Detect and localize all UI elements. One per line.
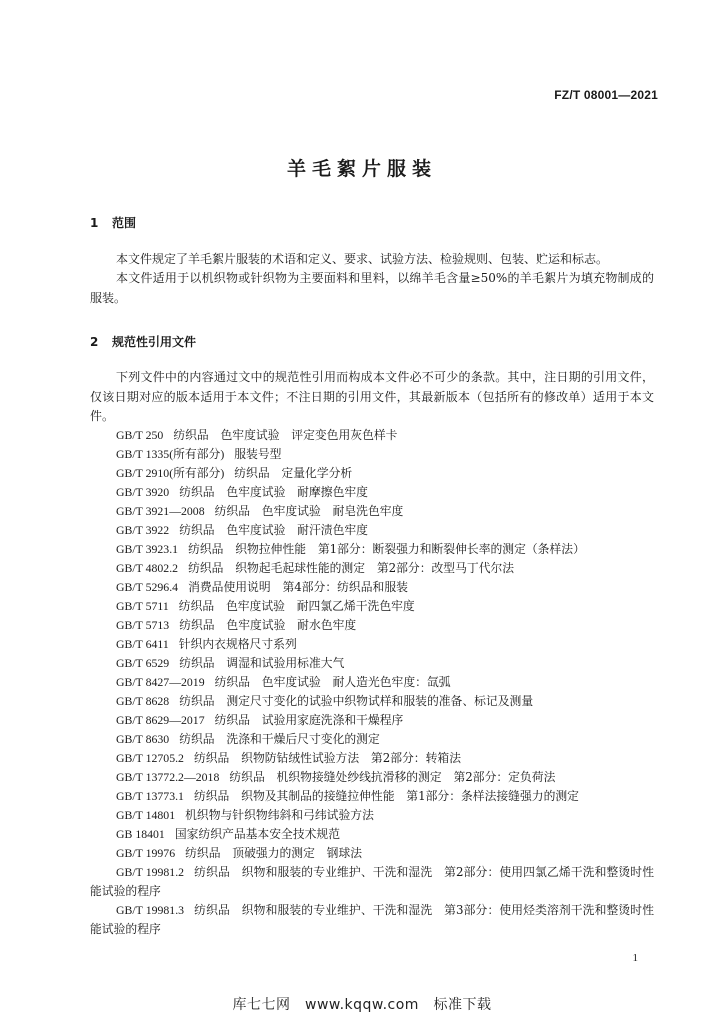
reference-title: 国家纺织产品基本安全技术规范 (174, 827, 341, 841)
reference-item (90, 483, 654, 502)
reference-title: 纺织品 机织物接缝处纱线抗滑移的测定 第2部分：定负荷法 (229, 770, 556, 784)
reference-title: 纺织品 织物和服装的专业维护、干洗和湿洗 第3部分：使用烃类溶剂干洗和整烫时性能试验的程序 (90, 903, 654, 936)
page-number: 1 (632, 952, 638, 964)
reference-item (90, 654, 654, 673)
reference-title: 针织内衣规格尺寸系列 (178, 637, 297, 651)
standard-code: FZ/T 08001—2021 (554, 88, 658, 102)
reference-title: 消费品使用说明 第4部分：纺织品和服装 (188, 580, 408, 594)
reference-title: 纺织品 色牢度试验 耐人造光色牢度：氙弧 (214, 675, 451, 689)
reference-code: GB/T 8628 (116, 694, 170, 708)
document-title: 羊毛絮片服装 (286, 158, 437, 180)
reference-code: GB/T 6529 (116, 656, 170, 670)
section-2-number: 2 (90, 335, 99, 349)
reference-title: 纺织品 织物和服装的专业维护、干洗和湿洗 第2部分：使用四氯乙烯干洗和整烫时性能试验的程序 (90, 865, 654, 898)
reference-code: GB/T 19981.3 (116, 903, 185, 917)
section-2-heading (90, 333, 196, 350)
section-1-number: 1 (90, 216, 99, 230)
normative-references-list (90, 426, 654, 939)
reference-code: GB/T 19976 (116, 846, 176, 860)
reference-code: GB/T 12705.2 (116, 751, 184, 765)
reference-item (90, 711, 654, 730)
section-1-title: 范围 (112, 216, 137, 230)
reference-code: GB/T 1335(所有部分) (116, 447, 225, 461)
reference-title: 纺织品 织物拉伸性能 第1部分：断裂强力和断裂伸长率的测定（条样法） (188, 542, 585, 556)
reference-item (90, 464, 654, 483)
reference-code: GB/T 14801 (116, 808, 176, 822)
section-2-intro: 下列文件中的内容通过文中的规范性引用而构成本文件必不可少的条款。其中，注日期的引用文件，仅该日期对应的版本适用于本文件；不注日期的引用文件，其最新版本（包括所有的修改单）适用于本文件。 (90, 370, 654, 423)
reference-title: 纺织品 定量化学分析 (234, 466, 353, 480)
reference-item (90, 844, 654, 863)
reference-title: 纺织品 色牢度试验 评定变色用灰色样卡 (173, 428, 398, 442)
reference-item (90, 787, 654, 806)
reference-code: GB/T 8629—2017 (116, 713, 205, 727)
reference-title: 纺织品 织物防钻绒性试验方法 第2部分：转箱法 (193, 751, 461, 765)
reference-title: 纺织品 洗涤和干燥后尺寸变化的测定 (179, 732, 380, 746)
reference-code: GB/T 6411 (116, 637, 169, 651)
reference-title: 服装号型 (234, 447, 282, 461)
reference-title: 纺织品 试验用家庭洗涤和干燥程序 (214, 713, 404, 727)
reference-item (90, 540, 654, 559)
reference-title: 纺织品 顶破强力的测定 钢球法 (185, 846, 363, 860)
reference-code: GB/T 13773.1 (116, 789, 184, 803)
reference-title: 纺织品 织物及其制品的接缝拉伸性能 第1部分：条样法接缝强力的测定 (193, 789, 579, 803)
reference-code: GB/T 8427—2019 (116, 675, 205, 689)
reference-title: 纺织品 色牢度试验 耐水色牢度 (179, 618, 357, 632)
reference-code: GB/T 5711 (116, 599, 169, 613)
reference-title: 纺织品 调湿和试验用标准大气 (179, 656, 345, 670)
reference-code: GB/T 8630 (116, 732, 170, 746)
reference-item (90, 692, 654, 711)
footer-watermark: 库七七网 www.kqqw.com 标准下载 (232, 997, 492, 1013)
reference-code: GB/T 13772.2—2018 (116, 770, 220, 784)
reference-item (90, 749, 654, 768)
reference-item (90, 445, 654, 464)
reference-item (90, 559, 654, 578)
reference-item (90, 635, 654, 654)
reference-title: 纺织品 织物起毛起球性能的测定 第2部分：改型马丁代尔法 (188, 561, 515, 575)
reference-code: GB/T 3923.1 (116, 542, 179, 556)
reference-title: 机织物与针织物纬斜和弓纬试验方法 (185, 808, 374, 822)
reference-item (90, 521, 654, 540)
reference-code: GB/T 4802.2 (116, 561, 179, 575)
reference-item (90, 578, 654, 597)
reference-title: 纺织品 色牢度试验 耐四氯乙烯干洗色牢度 (178, 599, 415, 613)
section-1-paragraph-2: 本文件适用于以机织物或针织物为主要面料和里料，以绵羊毛含量≥50%的羊毛絮片为填充物制成的服装。 (90, 271, 654, 305)
reference-item (90, 806, 654, 825)
reference-code: GB/T 3922 (116, 523, 170, 537)
reference-code: GB/T 250 (116, 428, 164, 442)
reference-code: GB/T 3921—2008 (116, 504, 205, 518)
reference-item (90, 673, 654, 692)
reference-code: GB/T 19981.2 (116, 865, 185, 879)
reference-item (90, 426, 654, 445)
reference-item (90, 825, 654, 844)
reference-item (90, 863, 654, 901)
reference-item (90, 597, 654, 616)
section-1-heading (90, 214, 136, 231)
reference-title: 纺织品 色牢度试验 耐皂洗色牢度 (214, 504, 404, 518)
reference-item (90, 768, 654, 787)
reference-item (90, 616, 654, 635)
reference-title: 纺织品 测定尺寸变化的试验中织物试样和服装的准备、标记及测量 (179, 694, 534, 708)
reference-item (90, 901, 654, 939)
reference-item (90, 730, 654, 749)
reference-code: GB/T 2910(所有部分) (116, 466, 225, 480)
reference-title: 纺织品 色牢度试验 耐汗渍色牢度 (179, 523, 368, 537)
reference-title: 纺织品 色牢度试验 耐摩擦色牢度 (179, 485, 368, 499)
reference-item (90, 502, 654, 521)
reference-code: GB 18401 (116, 827, 165, 841)
section-1-paragraph-1: 本文件规定了羊毛絮片服装的术语和定义、要求、试验方法、检验规则、包装、贮运和标志。 (116, 252, 609, 266)
reference-code: GB/T 5713 (116, 618, 170, 632)
reference-code: GB/T 3920 (116, 485, 170, 499)
section-2-title: 规范性引用文件 (112, 335, 197, 349)
reference-code: GB/T 5296.4 (116, 580, 179, 594)
